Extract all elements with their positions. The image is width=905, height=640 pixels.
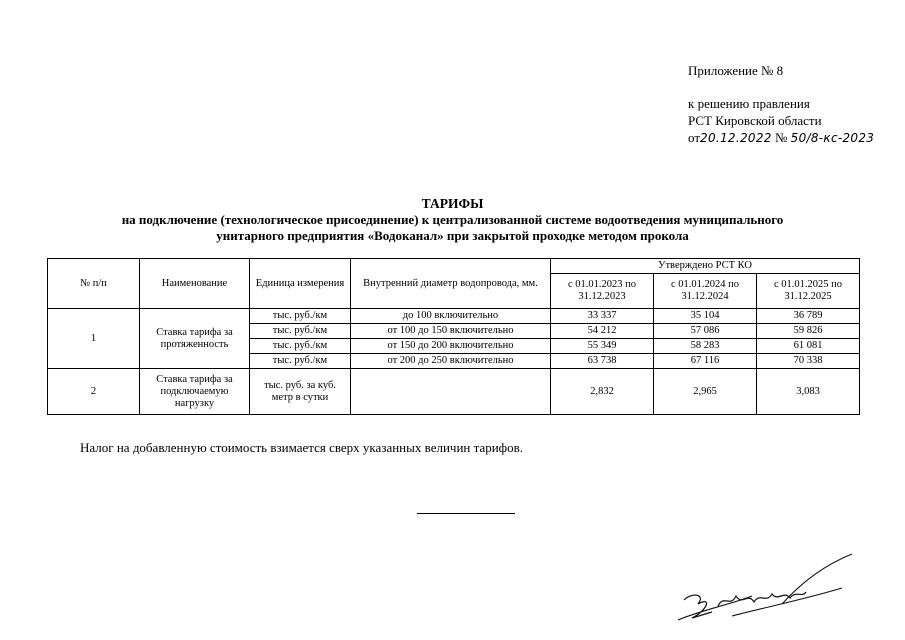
- cell-value: 70 338: [757, 354, 860, 369]
- header-period-2025: с 01.01.2025 по 31.12.2025: [757, 274, 860, 309]
- cell-value: 35 104: [654, 309, 757, 324]
- cell-diameter: от 100 до 150 включительно: [351, 324, 551, 339]
- cell-diameter: от 200 до 250 включительно: [351, 354, 551, 369]
- table-row: [48, 309, 860, 324]
- header-diameter: Внутренний диаметр водопровода, мм.: [351, 259, 551, 309]
- cell-diameter: от 150 до 200 включительно: [351, 339, 551, 354]
- row2-num: 2: [48, 369, 140, 415]
- title-main: ТАРИФЫ: [421, 196, 484, 211]
- cell-value: 58 283: [654, 339, 757, 354]
- separator-line: [417, 513, 515, 514]
- cell-value: 54 212: [551, 324, 654, 339]
- authority-name: РСТ Кировской области: [688, 113, 822, 128]
- cell-unit: тыс. руб./км: [250, 354, 351, 369]
- title-subtitle-2: унитарного предприятия «Водоканал» при закрытой проходке методом прокола: [216, 228, 689, 243]
- handwritten-signature: [672, 548, 862, 632]
- header-name: Наименование: [140, 259, 250, 309]
- cell-value: 36 789: [757, 309, 860, 324]
- cell-value: 3,083: [757, 369, 860, 415]
- tariff-table: [47, 258, 860, 415]
- cell-value: 57 086: [654, 324, 757, 339]
- cell-value: 59 826: [757, 324, 860, 339]
- header-approved: Утверждено РСТ КО: [551, 259, 860, 274]
- cell-value: 67 116: [654, 354, 757, 369]
- header-num: № п/п: [48, 259, 140, 309]
- header-period-2023: с 01.01.2023 по 31.12.2023: [551, 274, 654, 309]
- header-unit: Единица измерения: [250, 259, 351, 309]
- header-period-2024: с 01.01.2024 по 31.12.2024: [654, 274, 757, 309]
- cell-value: 2,832: [551, 369, 654, 415]
- handwritten-decision-number: 50/8-кс-2023: [790, 131, 875, 145]
- document-title: [40, 196, 865, 244]
- title-subtitle-1: на подключение (технологическое присоединение) к централизованной системе водоотведения муниципального: [121, 212, 784, 227]
- cell-diameter: до 100 включительно: [351, 309, 551, 324]
- header-row-1: [48, 259, 860, 274]
- appendix-header: [688, 62, 874, 147]
- appendix-number: Приложение № 8: [688, 63, 784, 78]
- row2-name: Ставка тарифа за подключаемую нагрузку: [140, 369, 250, 415]
- number-sign: №: [774, 130, 788, 145]
- cell-value: 63 738: [551, 354, 654, 369]
- row1-num: 1: [48, 309, 140, 369]
- cell-value: 2,965: [654, 369, 757, 415]
- decision-reference: к решению правления: [688, 96, 810, 111]
- row1-name: Ставка тарифа за протяженность: [140, 309, 250, 369]
- cell-unit: тыс. руб./км: [250, 324, 351, 339]
- cell-value: 55 349: [551, 339, 654, 354]
- row2-unit: тыс. руб. за куб. метр в сутки: [250, 369, 351, 415]
- cell-unit: тыс. руб./км: [250, 339, 351, 354]
- cell-value: 61 081: [757, 339, 860, 354]
- cell-value: 33 337: [551, 309, 654, 324]
- handwritten-date: 20.12.2022: [700, 131, 772, 145]
- decision-date-line: [688, 129, 874, 147]
- row2-diameter: [351, 369, 551, 415]
- table-row: [48, 369, 860, 415]
- cell-unit: тыс. руб./км: [250, 309, 351, 324]
- vat-note: Налог на добавленную стоимость взимается сверх указанных величин тарифов.: [80, 440, 523, 455]
- date-prefix: от: [688, 130, 701, 145]
